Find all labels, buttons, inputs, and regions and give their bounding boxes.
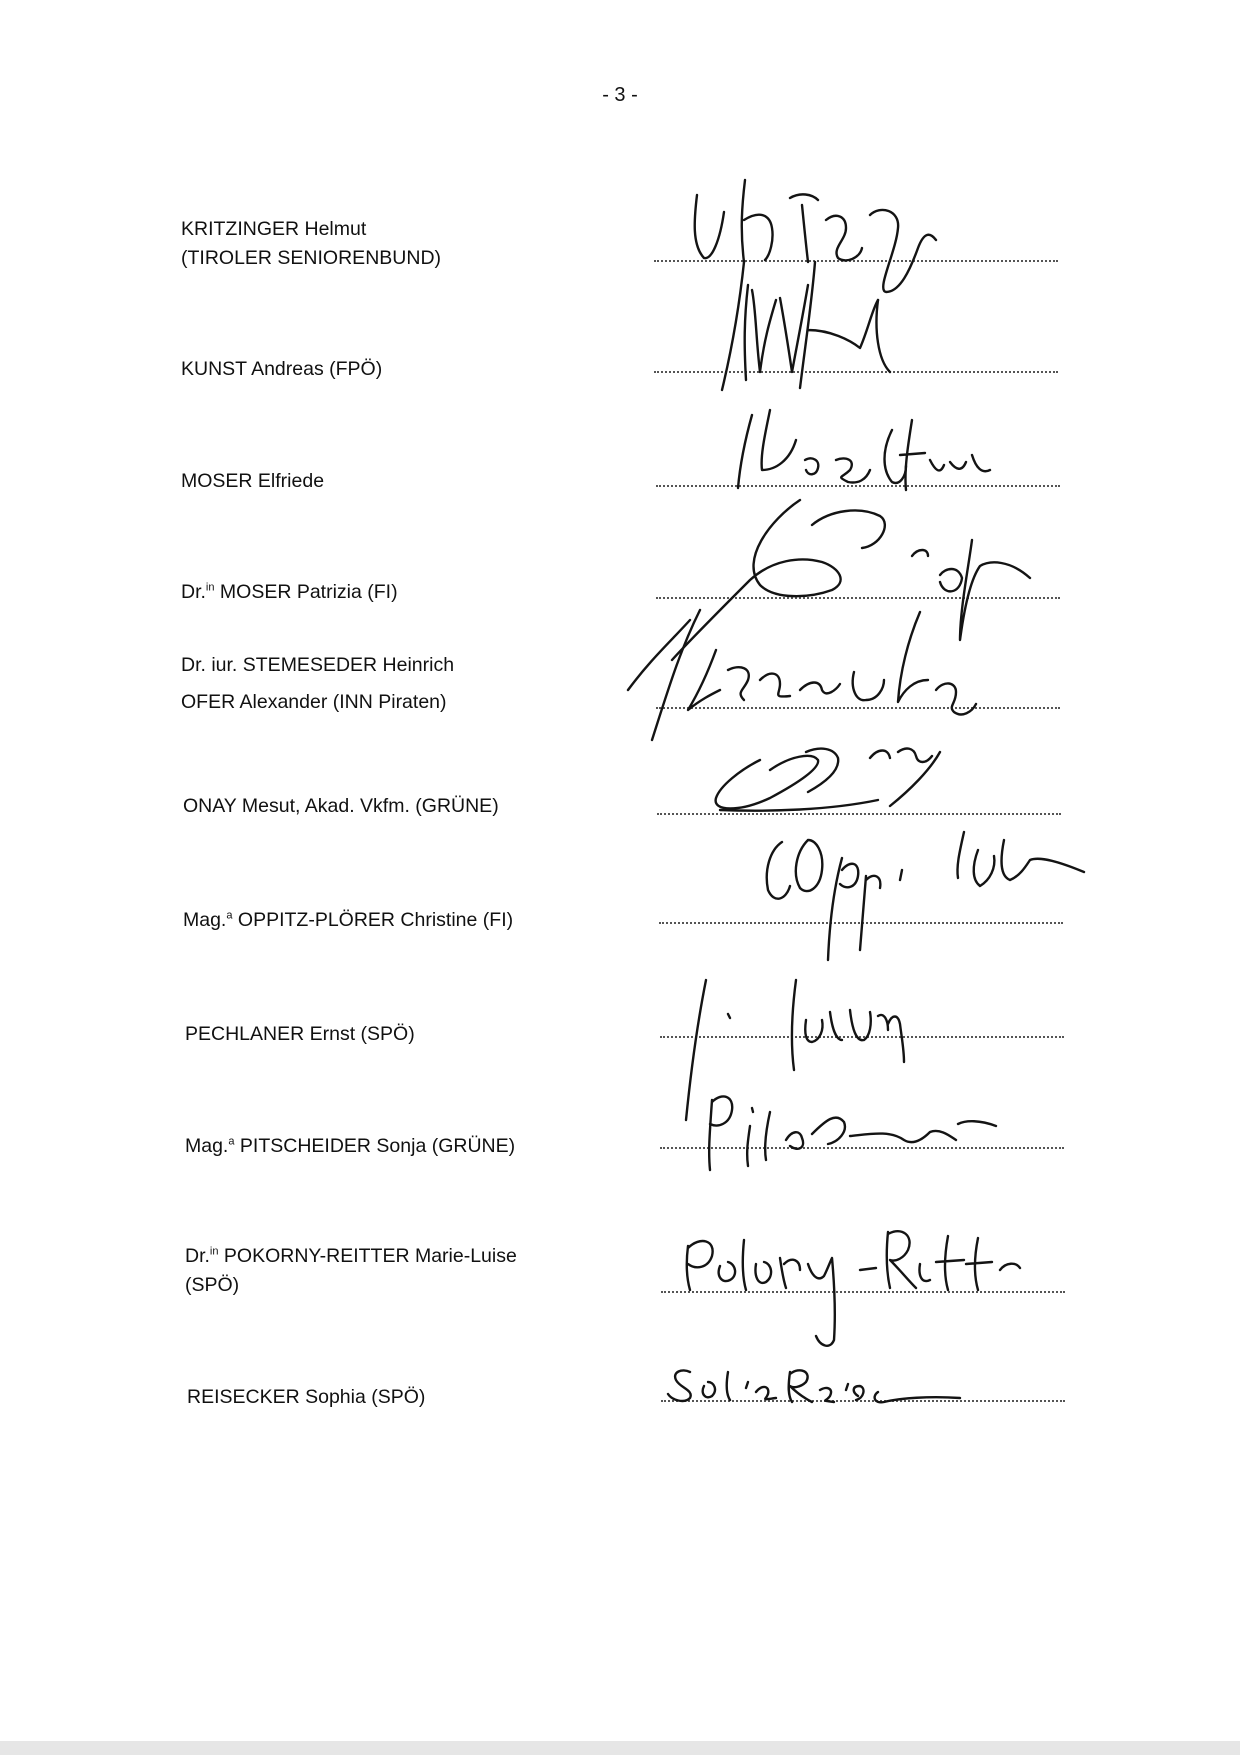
signature-pechlaner <box>686 980 904 1120</box>
signature-line <box>660 1036 1064 1038</box>
signature-line <box>659 922 1063 924</box>
scan-edge <box>0 1741 1240 1755</box>
signature-line <box>654 371 1058 373</box>
signature-pitscheider <box>709 1096 996 1170</box>
signature-moser-elfriede <box>738 410 990 490</box>
signature-reisecker <box>668 1370 960 1402</box>
signature-kritzinger <box>695 180 936 292</box>
signatory-name: KUNST Andreas (FPÖ) <box>181 358 383 380</box>
signatory-name: PECHLANER Ernst (SPÖ) <box>185 1023 415 1045</box>
signature-oppitz-ploerer <box>767 832 1084 960</box>
signature-line <box>656 485 1060 487</box>
signature-stemeseder <box>628 610 976 740</box>
signatory-name: KRITZINGER Helmut (TIROLER SENIORENBUND) <box>181 218 442 269</box>
signatory-name: Dr.$^{in}$ POKORNY-REITTER Marie-Luise (SPÖ) <box>185 1245 517 1296</box>
signature-pokorny-reitter <box>687 1231 1020 1346</box>
signatory-name: Mag.$^a$ PITSCHEIDER Sonja (GRÜNE) <box>185 1135 516 1157</box>
signatory-name: ONAY Mesut, Akad. Vkfm. (GRÜNE) <box>183 795 499 817</box>
signatory-name: Dr.$^{in}$ MOSER Patrizia (FI) <box>181 581 398 603</box>
page-number: - 3 - <box>602 84 638 106</box>
signature-line <box>660 1147 1064 1149</box>
signatory-name: MOSER Elfriede <box>181 470 325 492</box>
signatory-name: Mag.$^a$ OPPITZ-PLÖRER Christine (FI) <box>183 909 514 931</box>
signature-line <box>656 707 1060 709</box>
signature-line <box>654 260 1058 262</box>
signature-line <box>657 813 1061 815</box>
signature-onay <box>716 749 940 811</box>
signature-line <box>656 597 1060 599</box>
signatory-name: REISECKER Sophia (SPÖ) <box>187 1386 426 1408</box>
signature-line <box>661 1291 1065 1293</box>
signatory-name: Dr. iur. STEMESEDER Heinrich OFER Alexander (INN Piraten) <box>181 654 455 713</box>
signature-line <box>661 1400 1065 1402</box>
signature-moser-patrizia <box>672 500 1030 660</box>
